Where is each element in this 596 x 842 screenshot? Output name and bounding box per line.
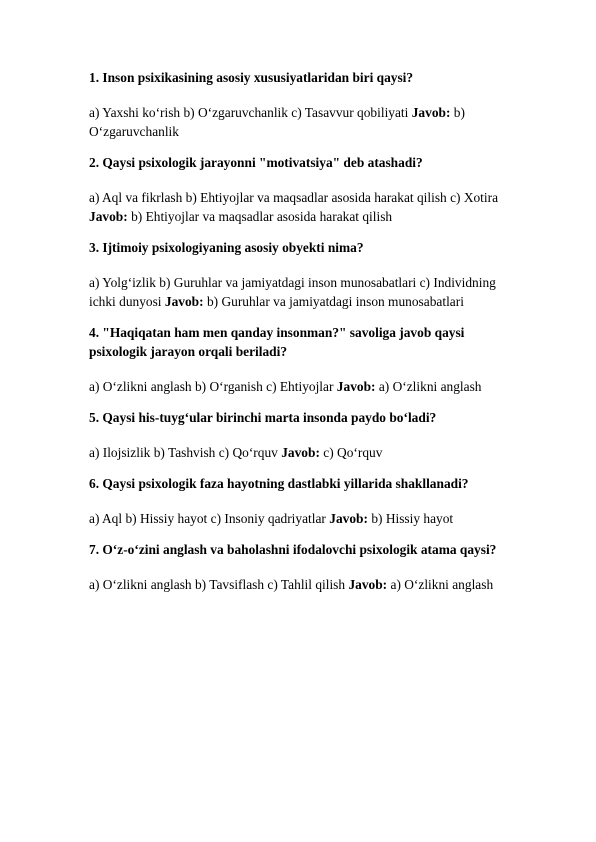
options-6 xyxy=(89,509,509,528)
answer-label: Javob: xyxy=(89,209,128,224)
question-4: 4. "Haqiqatan ham men qanday insonman?" savoliga javob qaysi psixologik jarayon orqali beriladi? xyxy=(89,325,465,359)
question-2: 2. Qaysi psixologik jarayonni "motivatsiya" deb atashadi? xyxy=(89,155,423,170)
answer-label: Javob: xyxy=(329,511,368,526)
options-text: a) Yolgʻizlik b) Guruhlar va jamiyatdagi inson munosabatlari c) Individning ichki dunyosi xyxy=(89,275,496,309)
question-3: 3. Ijtimoiy psixologiyaning asosiy obyekti nima? xyxy=(89,240,364,255)
options-text: a) Oʻzlikni anglash b) Tavsiflash c) Tahlil qilish xyxy=(89,577,346,592)
options-text: a) Oʻzlikni anglash b) Oʻrganish c) Ehtiyojlar xyxy=(89,379,334,394)
options-2 xyxy=(89,188,509,226)
answer-label: Javob: xyxy=(336,379,376,394)
options-text: a) Yaxshi koʻrish b) Oʻzgaruvchanlik c) Tasavvur qobiliyati xyxy=(89,105,409,120)
answer-text: a) Oʻzlikni anglash xyxy=(378,379,482,394)
answer-label: Javob: xyxy=(164,294,204,309)
answer-label: Javob: xyxy=(281,445,320,460)
answer-text: b) Hissiy hayot xyxy=(371,511,454,526)
question-1: 1. Inson psixikasining asosiy xususiyatlaridan biri qaysi? xyxy=(89,70,414,85)
question-6: 6. Qaysi psixologik faza hayotning dastlabki yillarida shakllanadi? xyxy=(89,476,469,491)
options-1 xyxy=(89,103,509,141)
options-text: a) Aql b) Hissiy hayot c) Insoniy qadriyatlar xyxy=(89,511,326,526)
options-text: a) Aql va fikrlash b) Ehtiyojlar va maqsadlar asosida harakat qilish c) Xotira xyxy=(89,190,499,205)
options-4 xyxy=(89,377,529,396)
answer-text: b) Oʻzgaruvchanlik xyxy=(89,105,465,139)
answer-label: Javob: xyxy=(411,105,451,120)
answer-text: b) Guruhlar va jamiyatdagi inson munosabatlari xyxy=(206,294,464,309)
question-7: 7. Oʻz-oʻzini anglash va baholashni ifodalovchi psixologik atama qaysi? xyxy=(89,542,497,557)
answer-text: b) Ehtiyojlar va maqsadlar asosida harakat qilish xyxy=(131,209,393,224)
answer-label: Javob: xyxy=(348,577,388,592)
question-5: 5. Qaysi his-tuygʻular birinchi marta insonda paydo boʻladi? xyxy=(89,410,437,425)
options-text: a) Ilojsizlik b) Tashvish c) Qoʻrquv xyxy=(89,445,278,460)
options-5 xyxy=(89,443,509,462)
answer-text: a) Oʻzlikni anglash xyxy=(390,577,494,592)
options-7 xyxy=(89,575,509,594)
options-3 xyxy=(89,273,509,311)
answer-text: c) Qoʻrquv xyxy=(323,445,383,460)
